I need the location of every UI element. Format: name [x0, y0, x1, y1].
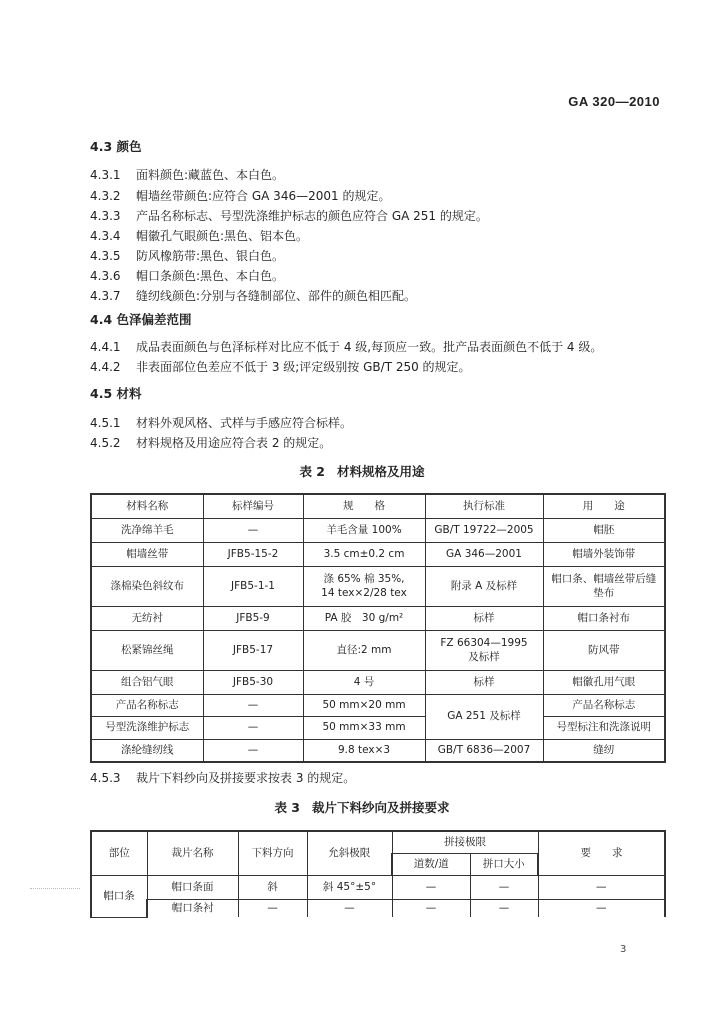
material-name: 产品名称标志 [91, 694, 203, 716]
specification-line: 涤 65% 棉 35%, [323, 572, 405, 585]
table-2-caption [0, 462, 724, 480]
table-row [91, 875, 665, 899]
table-caption-number: 表 2 [299, 464, 326, 479]
clause-text: 材料外观风格、式样与手感应符合标样。 [136, 416, 353, 430]
column-header: 规 格 [303, 494, 425, 518]
specification: 3.5 cm±0.2 cm [303, 542, 425, 566]
clause-text: 帽墙丝带颜色:应符合 GA 346—2001 的规定。 [136, 189, 391, 203]
clause-4-4-2 [90, 358, 471, 375]
bias-tolerance: 斜 45°±5° [307, 875, 392, 899]
specification [303, 566, 425, 606]
clause-4-3-5 [90, 247, 284, 264]
material-name: 号型洗涤维护标志 [91, 716, 203, 739]
clause-4-3-6 [90, 267, 284, 284]
table-caption-title: 材料规格及用途 [337, 464, 425, 479]
column-header: 下料方向 [238, 831, 307, 875]
material-name: 涤纶缝纫线 [91, 739, 203, 762]
clause-4-4-1 [90, 338, 602, 355]
clause-4-5-1 [90, 414, 352, 431]
clause-text: 材料规格及用途应符合表 2 的规定。 [136, 436, 332, 450]
splice-size: — [470, 899, 538, 917]
specification: 羊毛含量 100% [303, 518, 425, 542]
clause-text: 帽口条颜色:黑色、本白色。 [136, 269, 285, 283]
splice-size: — [470, 875, 538, 899]
requirement: — [538, 899, 665, 917]
column-header: 裁片名称 [147, 831, 238, 875]
applicable-standard: GB/T 6836—2007 [425, 739, 543, 762]
section-heading-materials: 4.5 材料 [90, 386, 142, 401]
cutting-table [90, 830, 666, 918]
material-name: 组合铝气眼 [91, 670, 203, 694]
standard-number: GA 320—2010 [568, 94, 660, 109]
clause-number: 4.4.2 [90, 360, 121, 374]
table-row [91, 694, 665, 716]
column-header: 拼口大小 [470, 853, 538, 875]
specification: 50 mm×33 mm [303, 716, 425, 739]
sample-code: JFB5-1-1 [203, 566, 303, 606]
applicable-standard [425, 630, 543, 670]
applicable-standard: 附录 A 及标样 [425, 566, 543, 606]
specification: 50 mm×20 mm [303, 694, 425, 716]
piece-name: 帽口条衬 [147, 899, 238, 917]
sample-code: — [203, 716, 303, 739]
sample-code: JFB5-15-2 [203, 542, 303, 566]
applicable-standard: 标样 [425, 606, 543, 630]
clause-text: 裁片下料纱向及拼接要求按表 3 的规定。 [136, 771, 356, 785]
column-header: 标样编号 [203, 494, 303, 518]
standard-line: FZ 66304—1995 [440, 636, 528, 649]
specification: 4 号 [303, 670, 425, 694]
column-header: 道数/道 [392, 853, 470, 875]
sample-code: — [203, 518, 303, 542]
applicable-standard: GA 346—2001 [425, 542, 543, 566]
clause-text: 缝纫线颜色:分别与各缝制部位、部件的颜色相匹配。 [136, 289, 417, 303]
table-header-row [91, 831, 665, 853]
sample-code: — [203, 694, 303, 716]
material-name: 洗净绵羊毛 [91, 518, 203, 542]
column-header: 用 途 [543, 494, 665, 518]
clause-number: 4.5.1 [90, 416, 121, 430]
table-row [91, 606, 665, 630]
scan-artifact [30, 888, 80, 889]
table-caption-title: 裁片下料纱向及拼接要求 [312, 800, 450, 815]
usage: 号型标注和洗涤说明 [543, 716, 665, 739]
part-group: 帽口条 [91, 875, 147, 917]
clause-4-5-3 [90, 769, 355, 786]
usage: 防风带 [543, 630, 665, 670]
section-heading-color-tolerance: 4.4 色泽偏差范围 [90, 312, 192, 327]
clause-number: 4.3.4 [90, 229, 121, 243]
page-number: 3 [620, 944, 627, 955]
clause-4-3-4 [90, 227, 308, 244]
clause-4-3-3 [90, 207, 488, 224]
column-header: 材料名称 [91, 494, 203, 518]
cut-direction: — [238, 899, 307, 917]
standard-line: 及标样 [468, 651, 500, 663]
clause-number: 4.3.6 [90, 269, 121, 283]
clause-text: 防风橡筋带:黑色、银白色。 [136, 249, 285, 263]
usage: 帽口条、帽墙丝带后缝垫布 [543, 566, 665, 606]
clause-number: 4.3.1 [90, 168, 121, 182]
clause-4-3-7 [90, 287, 416, 304]
usage: 帽徽孔用气眼 [543, 670, 665, 694]
splice-seams: — [392, 899, 470, 917]
column-header: 要 求 [538, 831, 665, 875]
material-name: 帽墙丝带 [91, 542, 203, 566]
usage: 缝纫 [543, 739, 665, 762]
clause-number: 4.3.5 [90, 249, 121, 263]
table-row [91, 716, 665, 739]
usage: 帽墙外装饰带 [543, 542, 665, 566]
usage: 帽胚 [543, 518, 665, 542]
table-3-caption [0, 798, 724, 816]
applicable-standard: GB/T 19722—2005 [425, 518, 543, 542]
column-header: 允斜极限 [307, 831, 392, 875]
table-row [91, 899, 665, 917]
clause-number: 4.3.7 [90, 289, 121, 303]
piece-name: 帽口条面 [147, 875, 238, 899]
column-header: 执行标准 [425, 494, 543, 518]
clause-number: 4.4.1 [90, 340, 121, 354]
clause-4-3-2 [90, 187, 390, 204]
material-name: 松紧锦丝绳 [91, 630, 203, 670]
column-header: 拼接极限 [392, 831, 538, 853]
clause-text: 产品名称标志、号型洗涤维护标志的颜色应符合 GA 251 的规定。 [136, 209, 488, 223]
clause-number: 4.3.2 [90, 189, 121, 203]
usage: 产品名称标志 [543, 694, 665, 716]
table-row [91, 542, 665, 566]
usage: 帽口条衬布 [543, 606, 665, 630]
material-name: 涤棉染色斜纹布 [91, 566, 203, 606]
table-row [91, 670, 665, 694]
column-header: 部位 [91, 831, 147, 875]
clause-4-3-1 [90, 166, 284, 183]
table-header-row [91, 494, 665, 518]
sample-code: — [203, 739, 303, 762]
specification-line: 14 tex×2/28 tex [321, 587, 407, 599]
sample-code: JFB5-30 [203, 670, 303, 694]
materials-table [90, 493, 666, 763]
splice-seams: — [392, 875, 470, 899]
material-name: 无纺衬 [91, 606, 203, 630]
bias-tolerance: — [307, 899, 392, 917]
clause-text: 帽徽孔气眼颜色:黑色、铝本色。 [136, 229, 309, 243]
clause-text: 非表面部位色差应不低于 3 级;评定级别按 GB/T 250 的规定。 [136, 360, 471, 374]
table-caption-number: 表 3 [274, 800, 301, 815]
section-heading-color: 4.3 颜色 [90, 139, 142, 154]
specification: PA 胶 30 g/m² [303, 606, 425, 630]
sample-code: JFB5-9 [203, 606, 303, 630]
clause-4-5-2 [90, 434, 331, 451]
table-row [91, 518, 665, 542]
clause-text: 面料颜色:藏蓝色、本白色。 [136, 168, 285, 182]
cut-direction: 斜 [238, 875, 307, 899]
table-row [91, 630, 665, 670]
specification: 直径:2 mm [303, 630, 425, 670]
requirement: — [538, 875, 665, 899]
clause-number: 4.5.3 [90, 771, 121, 785]
specification: 9.8 tex×3 [303, 739, 425, 762]
clause-number: 4.5.2 [90, 436, 121, 450]
clause-number: 4.3.3 [90, 209, 121, 223]
sample-code: JFB5-17 [203, 630, 303, 670]
applicable-standard: GA 251 及标样 [425, 694, 543, 739]
applicable-standard: 标样 [425, 670, 543, 694]
table-row [91, 739, 665, 762]
clause-text: 成品表面颜色与色泽标样对比应不低于 4 级,每顶应一致。批产品表面颜色不低于 4 级。 [136, 340, 603, 354]
table-row [91, 566, 665, 606]
